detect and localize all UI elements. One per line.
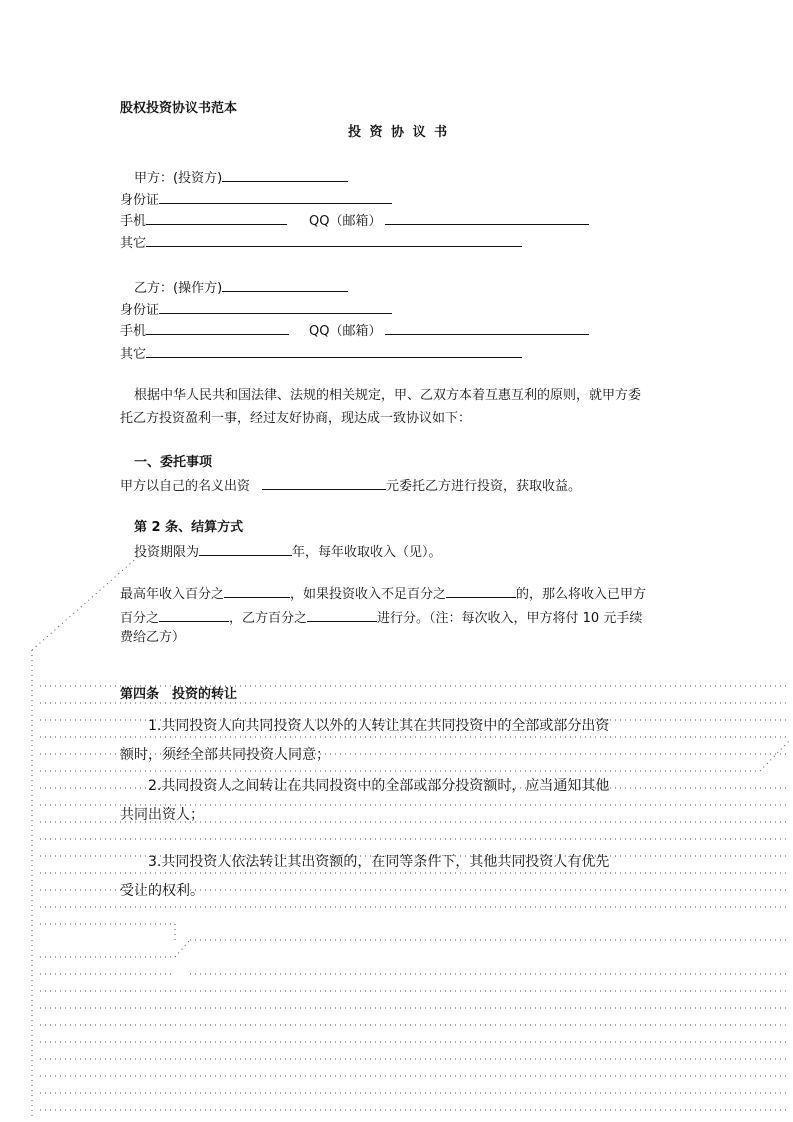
party-a-other-row [120, 232, 522, 253]
section-1-heading: 一、委托事项 [134, 455, 213, 470]
party-b-other-label: 其它 [120, 347, 147, 362]
party-a-id-field[interactable] [159, 189, 392, 204]
party-a-qq-label: QQ（邮箱） [309, 214, 382, 229]
shortfall-percent-field[interactable] [446, 583, 516, 598]
party-a-row [134, 167, 348, 188]
party-a-other-field[interactable] [146, 232, 522, 247]
section-1-text-before: 甲方以自己的名义出资 [120, 479, 251, 494]
term-text-after: 年，每年收取收入（见）。 [292, 545, 442, 560]
party-a-id-row [120, 189, 392, 210]
split-text: 的，那么将收入已甲方 [516, 587, 647, 602]
party-b-id-field[interactable] [159, 299, 392, 314]
party-a-name-label: 甲方：(投资方) [134, 171, 223, 186]
section-1-body [120, 475, 581, 496]
party-a-other-label: 其它 [120, 236, 147, 251]
party-b-phone-label: 手机 [120, 324, 147, 339]
section-2-para-line-1 [120, 583, 646, 604]
max-income-text: 最高年收入百分之 [120, 587, 225, 602]
section-2-line-1 [134, 541, 442, 562]
party-b-name-label: 乙方：(操作方) [134, 281, 223, 296]
party-b-phone-row [120, 320, 289, 341]
transfer-item-2-line-1: 2.共同投资人之间转让在共同投资中的全部或部分投资额时，应当通知其他 [148, 778, 610, 794]
transfer-item-2-line-2: 共同出资人； [120, 807, 204, 823]
party-a-phone-field[interactable] [146, 210, 287, 225]
party-b-qq-field[interactable] [385, 320, 589, 335]
party-a-qq-field[interactable] [385, 210, 589, 225]
party-a-phone-row [120, 210, 287, 231]
fee-note-text: 进行分。（注：每次收入，甲方将付 10 元手续 [377, 611, 643, 626]
intro-line-2: 托乙方投资盈利一事，经过友好协商，现达成一致协议如下： [120, 411, 472, 426]
party-b-name-field[interactable] [222, 277, 348, 292]
party-b-qq-label: QQ（邮箱） [309, 324, 382, 339]
term-text-before: 投资期限为 [134, 545, 200, 560]
party-a-id-label: 身份证 [120, 193, 160, 208]
fee-note-end: 费给乙方） [120, 630, 186, 645]
max-income-percent-field[interactable] [224, 583, 290, 598]
page-title: 投 资 协 议 书 [348, 125, 448, 140]
section-2-heading: 第 2 条、结算方式 [134, 520, 244, 535]
transfer-item-3-line-2: 受让的权利。 [120, 883, 204, 899]
party-b-phone-field[interactable] [146, 320, 289, 335]
party-a-phone-label: 手机 [120, 214, 147, 229]
intro-line-1: 根据中华人民共和国法律、法规的相关规定，甲、乙双方本着互惠互利的原则，就甲方委 [134, 388, 642, 403]
term-years-field[interactable] [199, 541, 292, 556]
party-b-other-row [120, 343, 522, 364]
section-1-text-after: 元委托乙方进行投资，获取收益。 [386, 479, 582, 494]
party-a-qq-row [309, 210, 589, 231]
document-label: 股权投资协议书范本 [120, 101, 238, 116]
party-b-row [134, 277, 348, 298]
party-a-percent-text: 百分之 [120, 611, 160, 626]
transfer-item-1-line-1: 1.共同投资人向共同投资人以外的人转让其在共同投资中的全部或部分出资 [148, 718, 610, 734]
shortfall-text: ，如果投资收入不足百分之 [290, 587, 447, 602]
section-4-heading: 第四条 投资的转让 [120, 687, 238, 702]
party-b-id-label: 身份证 [120, 303, 160, 318]
party-b-percent-field[interactable] [307, 607, 377, 622]
party-b-id-row [120, 299, 392, 320]
party-a-percent-field[interactable] [159, 607, 229, 622]
investment-amount-field[interactable] [262, 475, 386, 490]
party-a-name-field[interactable] [222, 167, 348, 182]
transfer-item-1-line-2: 额时，须经全部共同投资人同意； [120, 747, 330, 763]
transfer-item-3-line-1: 3.共同投资人依法转让其出资额的，在同等条件下，其他共同投资人有优先 [148, 854, 610, 870]
party-b-other-field[interactable] [146, 343, 522, 358]
party-b-qq-row [309, 320, 589, 341]
party-b-percent-text: ，乙方百分之 [229, 611, 308, 626]
section-2-para-line-2 [120, 607, 642, 628]
